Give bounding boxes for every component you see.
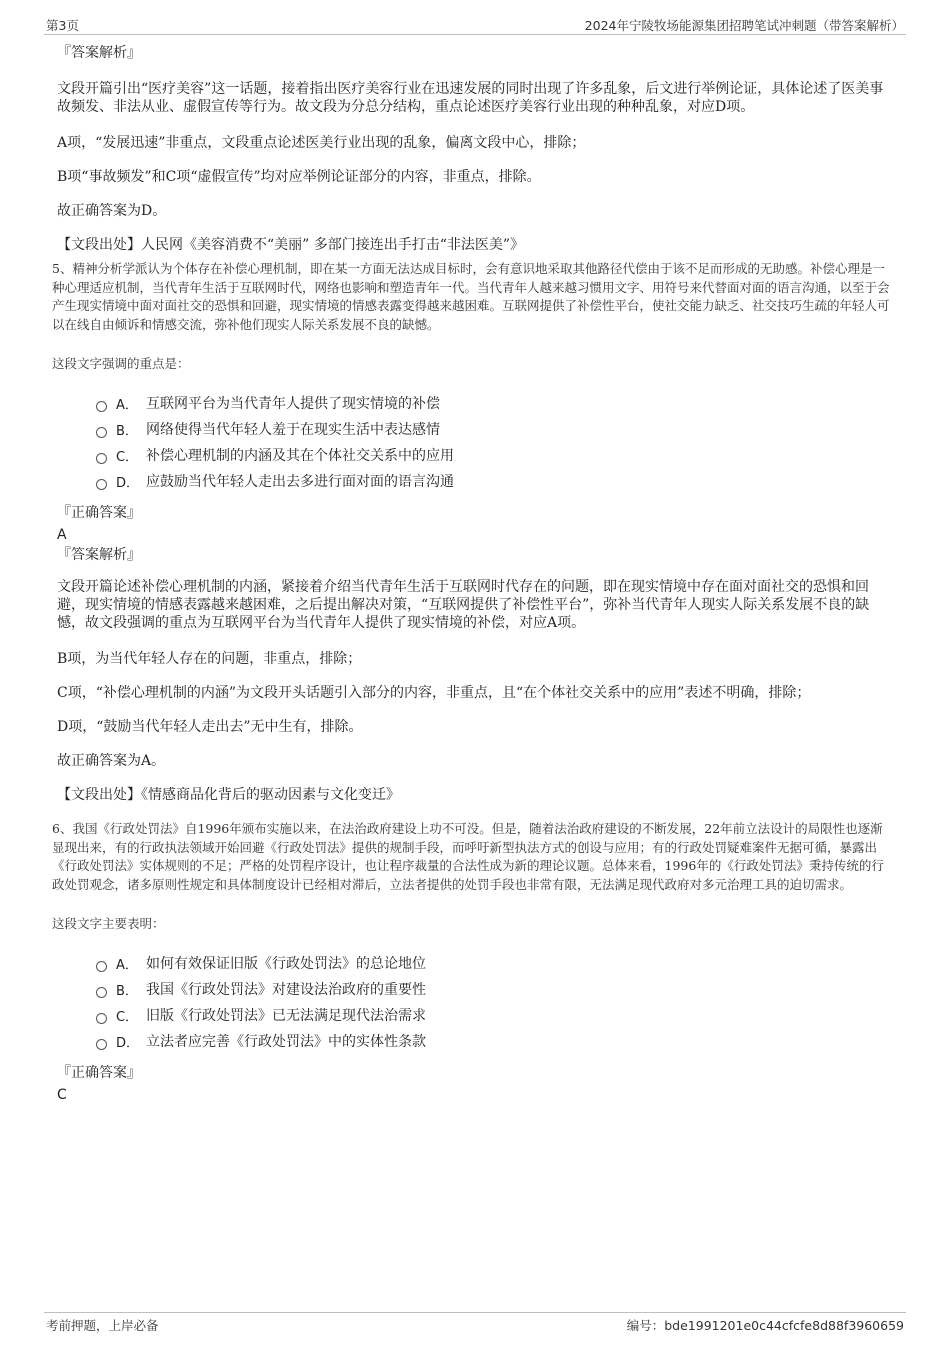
correct-answer: C: [57, 1087, 67, 1103]
correct-answer-label: 『正确答案』: [57, 505, 141, 521]
option-text: 应鼓励当代年轻人走出去多进行面对面的语言沟通: [146, 474, 454, 490]
radio-icon[interactable]: [96, 1039, 107, 1050]
option-text: 如何有效保证旧版《行政处罚法》的总论地位: [146, 956, 426, 972]
option-b[interactable]: [96, 976, 892, 1002]
answer-analysis-text: 文段开篇论述补偿心理机制的内涵，紧接着介绍当代青年生活于互联网时代存在的问题，即在现实情境中存在面对面社交的恐惧和回避，现实情境的情感表露越来越困难，之后提出解决对策，“互联网提供了补偿性平台”，弥补当代青年人现实人际关系发展不良的缺憾，故文段强调的重点为互联网平台为当代青年人提供了现实情境的补偿，对应A项。: [57, 579, 870, 631]
question-6-passage: 6、我国《行政处罚法》自1996年颁布实施以来，在法治政府建设上功不可没。但是，随着法治政府建设的不断发展，22年前立法设计的局限性也逐渐显现出来，有的行政执法领域开始回避《行政处罚法》提供的规制手段，而呼吁新型执法方式的创设与应用；有的行政处罚疑难案件无据可循，暴露出《行政处罚法》实体规则的不足；严格的处罚程序设计，也让程序裁量的合法性成为新的理论议题。总体来看，1996年的《行政处罚法》秉持传统的行政处罚观念，诸多原则性规定和具体制度设计已经相对滞后，立法者提供的处罚手段也非常有限，无法满足现代政府对多元治理工具的迫切需求。: [52, 821, 884, 892]
option-text: 立法者应完善《行政处罚法》中的实体性条款: [146, 1034, 426, 1050]
correct-answer: A: [57, 527, 67, 543]
radio-icon[interactable]: [96, 987, 107, 998]
page-footer: [44, 1312, 906, 1333]
passage-source: 【文段出处】人民网《美容消费不“美丽” 多部门接连出手打击“非法医美”》: [57, 237, 525, 253]
document-title: 2024年宁陵牧场能源集团招聘笔试冲刺题（带答案解析）: [584, 18, 904, 33]
question-5-options: [96, 390, 892, 494]
option-key: B．: [116, 983, 138, 999]
analysis-option-c: C项，“补偿心理机制的内涵”为文段开头话题引入部分的内容，非重点，且“在个体社交关系中的应用”表述不明确，排除；: [57, 685, 811, 701]
option-key: B．: [116, 423, 138, 439]
option-text: 补偿心理机制的内涵及其在个体社交关系中的应用: [146, 448, 454, 464]
option-key: C．: [116, 1009, 139, 1025]
analysis-option-d: D项，“鼓励当代年轻人走出去”无中生有，排除。: [57, 719, 363, 735]
option-a[interactable]: [96, 950, 892, 976]
option-text: 我国《行政处罚法》对建设法治政府的重要性: [146, 982, 426, 998]
option-d[interactable]: [96, 1028, 892, 1054]
option-key: A．: [116, 957, 138, 973]
question-5-prompt: 这段文字强调的重点是：: [52, 356, 190, 371]
option-b[interactable]: [96, 416, 892, 442]
passage-source: 【文段出处】《情感商品化背后的驱动因素与文化变迁》: [57, 787, 400, 803]
radio-icon[interactable]: [96, 427, 107, 438]
option-key: C．: [116, 449, 139, 465]
option-text: 互联网平台为当代青年人提供了现实情境的补偿: [146, 396, 440, 412]
document-code-label: 编号：: [626, 1318, 665, 1333]
answer-analysis-text: 文段开篇引出“医疗美容”这一话题，接着指出医疗美容行业在迅速发展的同时出现了许多乱象，后文进行举例论证，具体论述了医美事故频发、非法从业、虚假宣传等行为。故文段为分总分结构，重点论述医疗美容行业出现的种种乱象，对应D项。: [57, 81, 884, 115]
analysis-conclusion: 故正确答案为A。: [57, 753, 166, 769]
document-code: [627, 1316, 904, 1334]
footer-slogan: 考前押题，上岸必备: [46, 1318, 159, 1333]
answer-analysis-label: 『答案解析』: [57, 45, 141, 61]
option-text: 网络使得当代年轻人羞于在现实生活中表达感情: [146, 422, 440, 438]
radio-icon[interactable]: [96, 1013, 107, 1024]
page-content: [52, 44, 892, 1106]
question-6-options: [96, 950, 892, 1054]
analysis-option-b: B项，为当代年轻人存在的问题，非重点，排除；: [57, 651, 362, 667]
correct-answer-label: 『正确答案』: [57, 1065, 141, 1081]
option-text: 旧版《行政处罚法》已无法满足现代法治需求: [146, 1008, 426, 1024]
analysis-option-bc: B项“事故频发”和C项“虚假宣传”均对应举例论证部分的内容，非重点，排除。: [57, 169, 541, 185]
option-key: D．: [116, 475, 140, 491]
option-d[interactable]: [96, 468, 892, 494]
radio-icon[interactable]: [96, 401, 107, 412]
option-key: A．: [116, 397, 138, 413]
analysis-option-a: A项，“发展迅速”非重点，文段重点论述医美行业出现的乱象，偏离文段中心，排除；: [57, 135, 586, 151]
answer-analysis-label: 『答案解析』: [57, 547, 141, 563]
question-6-prompt: 这段文字主要表明：: [52, 916, 165, 931]
radio-icon[interactable]: [96, 453, 107, 464]
option-c[interactable]: [96, 442, 892, 468]
page-number: 第3页: [46, 18, 79, 33]
radio-icon[interactable]: [96, 961, 107, 972]
question-5-passage: 5、精神分析学派认为个体存在补偿心理机制，即在某一方面无法达成目标时，会有意识地采取其他路径代偿由于该不足而形成的无助感。补偿心理是一种心理适应机制，当代青年生活于互联网时代，网络也影响和塑造青年一代。当代青年人越来越习惯用文字、用符号来代替面对面的语言沟通，以至于会产生现实情境中面对面社交的恐惧和回避，现实情境的情感表露变得越来越困难。互联网提供了补偿性平台，使社交能力缺乏、社交技巧生疏的年轻人可以在线自由倾诉和情感交流，弥补他们现实人际关系发展不良的缺憾。: [52, 261, 890, 332]
radio-icon[interactable]: [96, 479, 107, 490]
analysis-conclusion: 故正确答案为D。: [57, 203, 167, 219]
page-header: [44, 14, 906, 35]
document-code-value: bde1991201e0c44cfcfe8d88f3960659: [664, 1318, 904, 1333]
option-a[interactable]: [96, 390, 892, 416]
option-c[interactable]: [96, 1002, 892, 1028]
option-key: D．: [116, 1035, 140, 1051]
